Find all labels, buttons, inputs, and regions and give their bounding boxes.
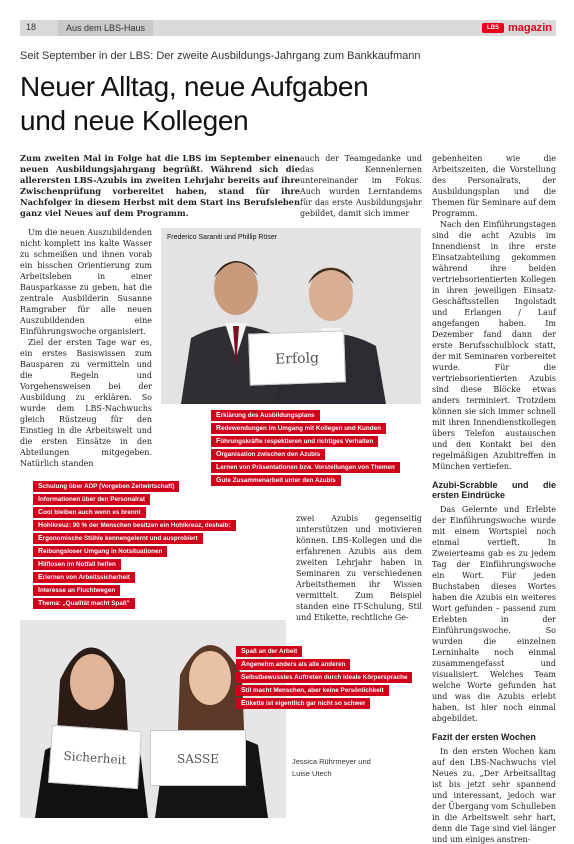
word-tag: Erlernen von Arbeitssicherheit <box>33 572 135 583</box>
magazine-brand <box>482 21 552 35</box>
subheading: Azubi-Scrabble und die ersten Eindrücke <box>432 480 556 500</box>
tag-list-erfolg <box>211 410 400 486</box>
section-label: Aus dem LBS-Haus <box>58 20 153 36</box>
sign-card-left: Sicherheit <box>48 725 142 789</box>
lbs-logo: LBS <box>482 23 504 33</box>
word-tag: Spaß an der Arbeit <box>236 646 302 657</box>
paragraph: auch der Teamgedanke und das Kennenlernen untereinander im Fokus. Auch wurden Lerntandems für das erste Ausbildungsjahr gebildet, damit sich immer <box>300 154 422 218</box>
word-tag: Etikette ist eigentlich gar nicht so schwer <box>236 698 370 709</box>
caption-line: Jessica Rührmeyer und <box>292 757 371 766</box>
sign-card-right: SASSE <box>150 730 246 786</box>
paragraph: Nach den Einführungstagen sind die acht Azubis im Innendienst in ihre erste Einsatzabteilung gekommen während ihre beiden vertriebsorientierten Kollegen in ihren jeweiligen Einsatz-Geschäftsstellen Ingolstadt und Erlangen / Lauf angefangen haben. Im Dezember fand dann der erste Berufsschulblock statt, der mit Seminaren vorbereitet wurde. Für die vertriebsorientierten Azubis sind diese Blöcke etwas anders terminiert. Trotzdem können sie sich immer schnell mit ihren Innendienstkollegen übers Telefon austauschen und den Kontakt bei den regelmäßigen Azubitreffen in München vertiefen. <box>432 220 556 471</box>
page-number: 18 <box>26 22 37 32</box>
paragraph: Das Gelernte und Erlebte der Einführungswoche wurde mit einem Wortspiel noch einmal vertieft. In Zweierteams gab es zu jedem Tag der Einführungswoche ein Wort. Für jeden Buchstaben dieses Wortes haben die Azubis ein weiteres Wort gefunden – passend zum Erlebten in der Einführungswoche. So wurden die einzelnen Lerninhalte noch einmal zusammengefasst und visualisiert. Welches Team welche Worte gefunden hat und was die Azubis erlebt haben, ist hier noch einmal abgebildet. <box>432 505 556 723</box>
column-1 <box>20 227 152 469</box>
sign-card: Erfolg <box>248 330 346 385</box>
word-tag: Interesse an Fluchtwegen <box>33 585 120 596</box>
article-kicker: Seit September in der LBS: Der zweite Ausbildungs-Jahrgang zum Bankkaufmann <box>20 50 421 62</box>
brand-word: magazin <box>507 22 552 34</box>
word-tag: Organisation zwischen den Azubis <box>211 449 325 460</box>
word-tag: Stil macht Menschen, aber keine Persönlichkeit <box>236 685 389 696</box>
word-tag: Hohlkreuz: 90 % der Menschen besitzen ein Hohlkreuz, deshalb: <box>33 520 236 531</box>
article-lead: Zum zweiten Mal in Folge hat die LBS im September einen neuen Ausbildungsjahrgang begrüßt. Während sich die allerersten LBS-Azubis im zweiten Lehrjahr bereits auf ihre Zwischenprüfung vorbereitet haben, stand für ihre Nachfolger in diesem Herbst mit dem Start ins Berufsleben ganz viel Neues auf dem Programm. <box>20 153 300 218</box>
article-headline <box>20 70 500 138</box>
paragraph: gebenheiten wie die Arbeitszeiten, die Vorstellung des Personalrats, der Ausbildungsplan und die Themen für Seminare auf dem Programm. <box>432 154 556 218</box>
photo-caption: Frederico Saraniti und Phillip Röser <box>167 234 278 241</box>
photo-two-apprentices <box>161 228 421 404</box>
word-tag: Erklärung des Ausbildungsplans <box>211 410 320 421</box>
word-tag: Ergonomische Stühle kennengelernt und ausprobiert <box>33 533 203 544</box>
column-3 <box>432 153 556 844</box>
word-tag: Lernen von Präsentationen bzw. Vorstellungen von Themen <box>211 462 400 473</box>
subheading: Fazit der ersten Wochen <box>432 732 536 742</box>
paragraph: In den ersten Wochen kam auf den LBS-Nachwuchs viel Neues zu. „Der Arbeitsalltag ist bis jetzt sehr spannend und interessant, jedoch war der Übergang vom Schulleben in die Arbeitswelt sehr hart, denn die Tage sind viel länger und um einiges anstren- <box>432 747 556 844</box>
word-tag: Reibungsloser Umgang in Notsituationen <box>33 546 167 557</box>
word-tag: Redewendungen im Umgang mit Kollegen und Kunden <box>211 423 386 434</box>
word-tag: Selbstbewusstes Auftreten durch ideale Körpersprache <box>236 672 412 683</box>
word-tag: Hilflosen im Notfall helfen <box>33 559 121 570</box>
headline-line-2: und neue Kollegen <box>20 105 249 136</box>
word-tag: Angenehm anders als alle anderen <box>236 659 350 670</box>
caption-line: Luise Utech <box>292 769 332 778</box>
column-2-bottom <box>296 513 422 623</box>
column-2-top <box>300 153 422 219</box>
word-tag: Gute Zusammenarbeit unter den Azubis <box>211 475 341 486</box>
paragraph: zwei Azubis gegenseitig unterstützen und motivieren können. LBS-Kollegen und die erfahrenen Azubis aus dem zweiten Lehrjahr haben in Seminaren zu verschiedenen Arbeitsthemen ihr Wissen vermittelt. Zum Beispiel standen eine IT-Schulung, Stil und Etikette, rechtliche Ge- <box>296 514 422 622</box>
word-tag: Thema: „Qualität macht Spaß" <box>33 598 135 609</box>
word-tag: Führungskräfte respektieren und richtiges Verhalten <box>211 436 378 447</box>
paragraph: Um die neuen Auszubildenden nicht komplett ins kalte Wasser zu schmeißen und ihnen vorab ein bisschen Orientierung zum Arbeitsleben in einer Bausparkasse zu geben, hat die zentrale Ausbilderin Susanne Ramgraber für alle neuen Auszubildenden eine Einführungswoche organisiert. <box>20 228 152 336</box>
photo-caption <box>292 756 371 780</box>
word-tag: Informationen über den Personalrat <box>33 494 150 505</box>
tag-list-sicherheit <box>33 481 236 609</box>
paragraph: Ziel der ersten Tage war es, ein erstes Basiswissen zum Bausparen zu vermitteln und die Regeln und Vorgehensweisen bei der Ausbildung zu erklären. So wurde dem LBS-Nachwuchs gleich Rüstzeug für den Einstieg in die Arbeitswelt und die ersten Einsätze in den Abteilungen mitgegeben. Natürlich standen <box>20 338 152 468</box>
word-tag: Cool bleiben auch wenn es brennt <box>33 507 146 518</box>
word-tag: Schulung über ADP (Vorgeben Zeitwirtschaft) <box>33 481 179 492</box>
page-header <box>20 20 556 36</box>
headline-line-1: Neuer Alltag, neue Aufgaben <box>20 71 369 102</box>
tag-list-sasse <box>236 646 412 709</box>
